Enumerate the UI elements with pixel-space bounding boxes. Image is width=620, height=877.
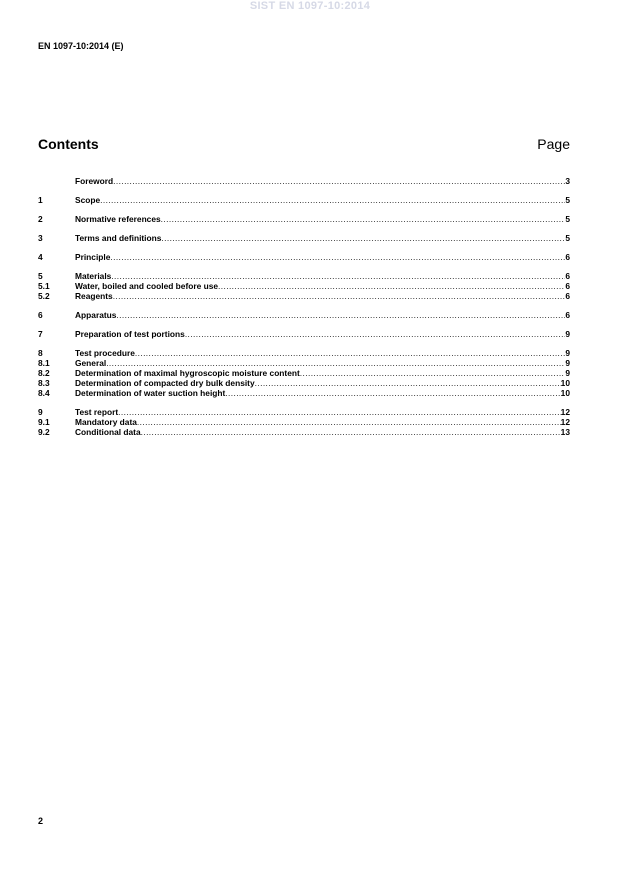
toc-entry-title[interactable]: Scope <box>75 195 101 205</box>
toc-entry-title[interactable]: Determination of water suction height <box>75 388 226 398</box>
toc-dot-leader <box>110 252 565 262</box>
toc-entry-page[interactable]: 5 <box>565 233 570 243</box>
page-column-heading: Page <box>537 136 570 152</box>
toc-entry[interactable] <box>38 378 570 388</box>
toc-dot-leader <box>300 368 566 378</box>
toc-entry-title[interactable]: Determination of compacted dry bulk density <box>75 378 255 388</box>
toc-dot-leader <box>113 176 565 186</box>
toc-entry-number: 6 <box>38 310 43 320</box>
document-id: EN 1097-10:2014 (E) <box>38 41 124 51</box>
toc-entry-page[interactable]: 9 <box>565 348 570 358</box>
toc-entry-page[interactable]: 10 <box>560 378 570 388</box>
toc-dot-leader <box>106 358 565 368</box>
toc-entry-page[interactable]: 6 <box>565 271 570 281</box>
toc-entry-title[interactable]: Test procedure <box>75 348 135 358</box>
toc-entry-number: 4 <box>38 252 43 262</box>
toc-dot-leader <box>218 281 565 291</box>
toc-entry[interactable] <box>38 271 570 281</box>
toc-dot-leader <box>255 378 561 388</box>
toc-entry-page[interactable]: 5 <box>565 195 570 205</box>
toc-entry[interactable] <box>38 368 570 378</box>
toc-entry[interactable] <box>38 252 570 262</box>
toc-dot-leader <box>161 214 566 224</box>
toc-entry[interactable] <box>38 214 570 224</box>
toc-entry[interactable] <box>38 417 570 427</box>
watermark: SIST EN 1097-10:2014 <box>249 0 371 12</box>
toc-entry[interactable] <box>38 329 570 339</box>
toc-entry-title[interactable]: Determination of maximal hygroscopic moisture content <box>75 368 300 378</box>
toc-entry[interactable] <box>38 281 570 291</box>
toc-entry-title[interactable]: Normative references <box>75 214 161 224</box>
toc-entry[interactable] <box>38 233 570 243</box>
toc-entry[interactable] <box>38 310 570 320</box>
toc-entry-page[interactable]: 12 <box>560 417 570 427</box>
toc-entry[interactable] <box>38 358 570 368</box>
toc-entry-number: 7 <box>38 329 43 339</box>
toc-entry-page[interactable]: 12 <box>560 407 570 417</box>
page-number: 2 <box>38 816 44 826</box>
toc-entry[interactable] <box>38 388 570 398</box>
toc-entry-number: 8.4 <box>38 388 50 398</box>
toc-entry-title[interactable]: General <box>75 358 107 368</box>
toc-entry-title[interactable]: Terms and definitions <box>75 233 162 243</box>
toc-entry-page[interactable]: 6 <box>565 252 570 262</box>
toc-entry[interactable] <box>38 291 570 301</box>
toc-entry-title[interactable]: Principle <box>75 252 111 262</box>
toc-entry-page[interactable]: 6 <box>565 281 570 291</box>
toc-entry-number: 9.2 <box>38 427 50 437</box>
table-of-contents <box>38 176 570 437</box>
toc-dot-leader <box>135 348 565 358</box>
toc-entry-page[interactable]: 9 <box>565 358 570 368</box>
toc-entry-number: 3 <box>38 233 43 243</box>
toc-dot-leader <box>185 329 566 339</box>
toc-entry[interactable] <box>38 427 570 437</box>
toc-entry-title[interactable]: Water, boiled and cooled before use <box>75 281 219 291</box>
toc-entry-page[interactable]: 5 <box>565 214 570 224</box>
toc-entry[interactable] <box>38 195 570 205</box>
toc-dot-leader <box>225 388 560 398</box>
toc-entry-number: 9.1 <box>38 417 50 427</box>
toc-entry-number: 5.1 <box>38 281 50 291</box>
toc-entry[interactable] <box>38 407 570 417</box>
toc-entry-number: 8.3 <box>38 378 50 388</box>
toc-entry-number: 8.1 <box>38 358 50 368</box>
toc-entry-title[interactable]: Preparation of test portions <box>75 329 185 339</box>
toc-entry-page[interactable]: 9 <box>565 329 570 339</box>
toc-entry-page[interactable]: 13 <box>560 427 570 437</box>
toc-entry-number: 8.2 <box>38 368 50 378</box>
toc-entry-number: 8 <box>38 348 43 358</box>
toc-entry[interactable] <box>38 348 570 358</box>
toc-entry-title[interactable]: Foreword <box>75 176 114 186</box>
toc-dot-leader <box>118 407 561 417</box>
toc-dot-leader <box>111 271 565 281</box>
toc-entry-number: 5.2 <box>38 291 50 301</box>
toc-entry-title[interactable]: Materials <box>75 271 112 281</box>
toc-entry-title[interactable]: Apparatus <box>75 310 117 320</box>
toc-entry-title[interactable]: Test report <box>75 407 119 417</box>
toc-dot-leader <box>137 417 561 427</box>
toc-dot-leader <box>141 427 561 437</box>
toc-dot-leader <box>100 195 565 205</box>
toc-entry-number: 5 <box>38 271 43 281</box>
toc-entry-title[interactable]: Mandatory data <box>75 417 137 427</box>
toc-entry-number: 9 <box>38 407 43 417</box>
toc-entry-page[interactable]: 6 <box>565 291 570 301</box>
toc-entry-page[interactable]: 9 <box>565 368 570 378</box>
toc-entry-page[interactable]: 10 <box>560 388 570 398</box>
toc-entry-title[interactable]: Reagents <box>75 291 113 301</box>
toc-dot-leader <box>161 233 565 243</box>
toc-entry-page[interactable]: 3 <box>565 176 570 186</box>
toc-dot-leader <box>113 291 566 301</box>
toc-entry-title[interactable]: Conditional data <box>75 427 141 437</box>
toc-entry-number: 2 <box>38 214 43 224</box>
toc-entry-page[interactable]: 6 <box>565 310 570 320</box>
contents-title: Contents <box>38 136 99 152</box>
toc-entry-number: 1 <box>38 195 43 205</box>
toc-dot-leader <box>116 310 565 320</box>
toc-entry[interactable] <box>38 176 570 186</box>
